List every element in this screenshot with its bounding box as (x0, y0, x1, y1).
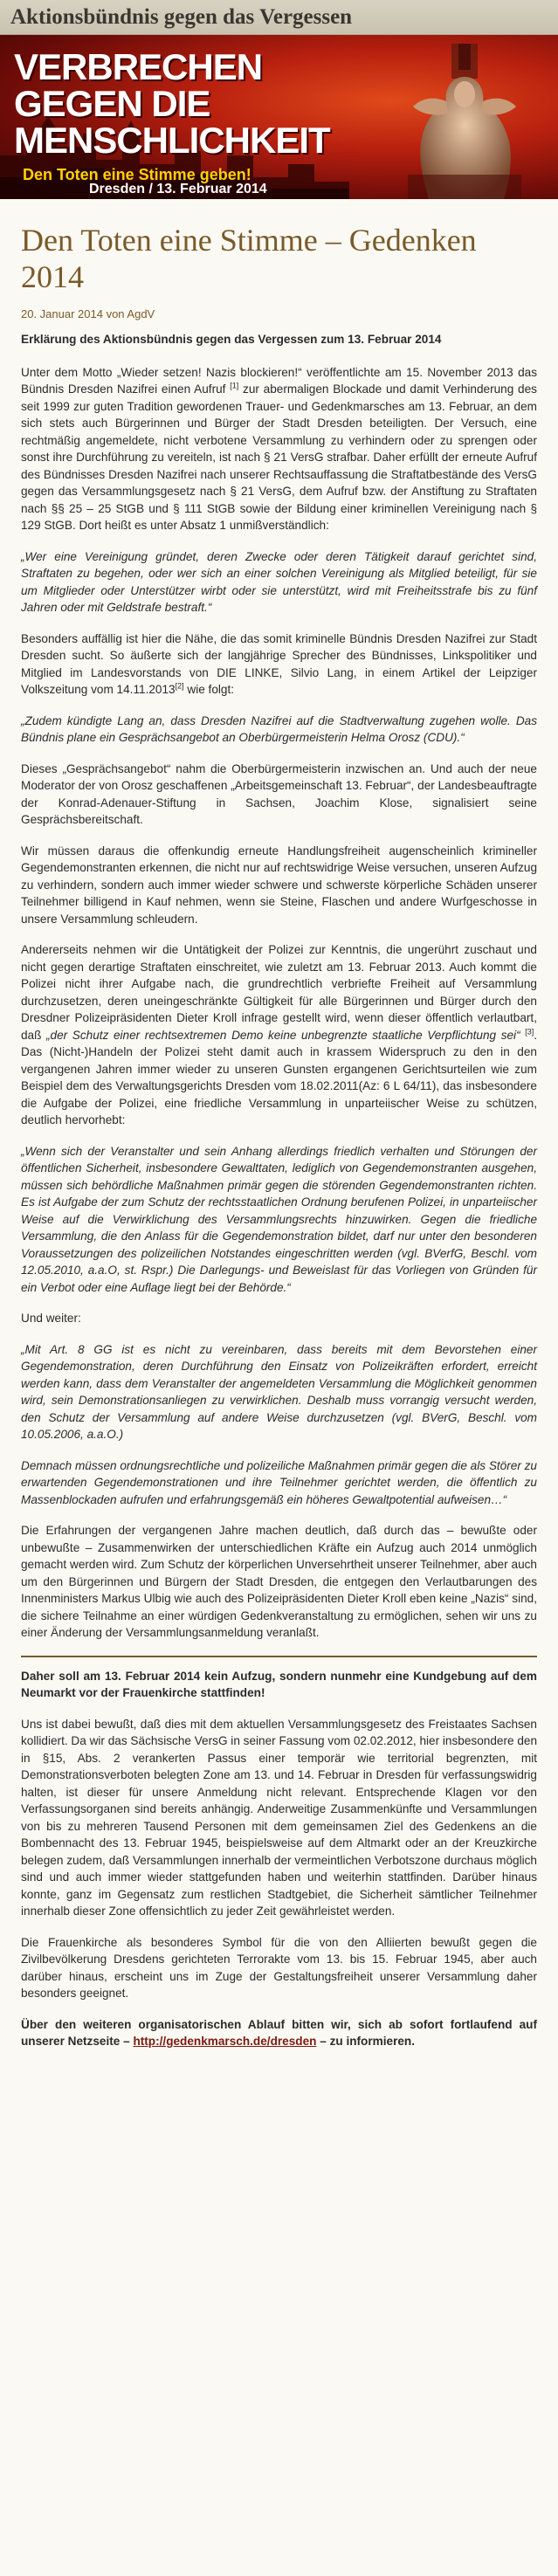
post-content (0, 199, 558, 2082)
paragraph-7: Die Erfahrungen der vergangenen Jahre machen deutlich, daß durch das – bewußte oder unbewußte – Zusammenwirken der unterschiedlichen Kräfte ein Aufzug auch 2014 unmöglich gemacht werden wird. Zum Schutz der körperlichen Unversehrtheit unserer Teilnehmer, aber auch um den Bürgerinnen und Bürgern der Stadt Dresden, die entgegen den Verlautbarungen des Innenministers Markus Ulbig wie auch des Polizeipräsidenten Dieter Kroll eben keine „Nazis“ sind, die sichere Teilnahme an einer würdigen Gedenkveranstaltung zu ermöglichen, sehen wir uns zu einer Änderung der Versammlungsanmeldung veranlaßt. (21, 1524, 537, 1639)
paragraph-8: Uns ist dabei bewußt, daß dies mit dem aktuellen Versammlungsgesetz des Freistaates Sachsen kollidiert. Da wir das Sächsische VersG in seiner Fassung vom 02.02.2012, hier insbesondere den in §15, Abs. 2 verankerten Passus einer temporär wie territorial begrenzten, mit Demonstrationsverboten belegten Zone am 13. und 14. Februar in Dresden für verfassungswidrig halten, ist dieser für unsere Anmeldung nicht relevant. Entsprechende Klagen vor den Verfassungsorganen sind bereits anhängig. Anderweitige Zusammenkünfte und Versammlungen von bis zu mehreren Tausend Personen mit dem gemeinsamen Ziel des Gedenkens an die Bombennacht des 13. Februar 1945, beispielsweise auf dem Altmarkt oder an der Kreuzkirche belegen zudem, daß Versammlungen innerhalb der vermeintlichen Verbotszone durchaus möglich sind und auch immer wieder stattgefunden haben und weiterhin stattfinden. Darüber hinaus konnte, ganz im Gegensatz zum restlichen Stadtgebiet, die Sicherheit sämtlicher Teilnehmer innerhalb dieser Zone offensichtlich zu jeder Zeit gewährleistet werden. (21, 1717, 537, 1918)
statue-illustration (390, 44, 539, 199)
paragraph-9: Die Frauenkirche als besonderes Symbol für die von den Alliierten bewußt gegen die Zivilbevölkerung Dresdens gerichteten Terrorakte vom 13. bis 15. Februar 1945, aber auch darüber hinaus, erscheint uns im Zuge der Gestaltungsfreiheit unserer Versammlung daher besonders geeignet. (21, 1935, 537, 2000)
quote-1: „Wer eine Vereinigung gründet, deren Zwecke oder deren Tätigkeit darauf gerichtet sind, Straftaten zu begehen, oder wer sich an einer solchen Vereinigung als Mitglied beteiligt, für sie um Mitglieder oder Unterstützer wirbt oder sie unterstützt, wird mit Freiheitsstrafe bis zu fünf Jahren oder mit Geldstrafe bestraft.“ (21, 549, 537, 614)
quote-4: „Mit Art. 8 GG ist es nicht zu vereinbaren, dass bereits mit dem Bevorstehen einer Gegendemonstration, deren Durchführung den Einsatz von Polizeikräften erfordert, erreicht werden kann, dass dem Veranstalter der angemeldeten Versammlung die Möglichkeit genommen wird, sein Demonstrationsanliegen zu verwirklichen. Deshalb muss vorrangig versucht werden, den Schutz der Versammlung auf andere Weise durchzusetzen (vgl. BVerG, Beschl. vom 10.05.2006, a.a.O.) (21, 1342, 537, 1441)
banner-headline-line-3: MENSCHLICHKEIT (14, 120, 330, 161)
footnote-3-link[interactable]: [3] (525, 1026, 534, 1036)
paragraph-3: Dieses „Gesprächsangebot“ nahm die Oberbürgermeisterin inzwischen an. Und auch der neue Moderator der von Orosz geschaffenen „Arbeitsgemeinschaft 13. Februar“, der Landesbeauftragte der Konrad-Adenauer-Stiftung in Sachsen, Joachim Klose, signalisiert seine Gesprächsbereitschaft. (21, 761, 537, 826)
post-title: Den Toten eine Stimme – Gedenken 2014 (21, 223, 477, 294)
banner-headline-line-2: GEGEN DIE (14, 83, 210, 124)
gedenkmarsch-link[interactable]: http://gedenkmarsch.de/dresden (133, 2035, 317, 2048)
announcement-block (21, 1656, 537, 1702)
paragraph-2: Besonders auffällig ist hier die Nähe, die das somit kriminelle Bündnis Dresden Nazifrei zur Stadt Dresden sucht. So äußerte sich der langjährige Sprecher des Bündnisses, Linkspolitiker und Mitglied im Landesvorstands von DIE LINKE, Silvio Lang, in einem Artikel der Leipziger Volkszeitung vom 14.11.2013[2] wie folgt: (21, 631, 537, 696)
site-title[interactable]: Aktionsbündnis gegen das Vergessen (10, 4, 353, 29)
post-meta: 20. Januar 2014 von AgdV (21, 307, 155, 320)
closing-paragraph: Über den weiteren organisatorischen Ablauf bitten wir, sich ab sofort fortlaufend auf unserer Netzseite – http://gedenkmarsch.de/dresden – zu informieren. (21, 2017, 537, 2048)
quote-3: „Wenn sich der Veranstalter und sein Anhang allerdings friedlich verhalten und Störungen der öffentlichen Sicherheit, insbesondere Gewalttaten, lediglich von Gegendemonstranten ausgehen, müssen sich behördliche Maßnahmen primär gegen die störenden Gegendemonstranten richten. Es ist Aufgabe der zum Schutz der rechtsstaatlichen Ordnung berufenen Polizei, in unparteiischer Weise auf die Verwirklichung des Versammlungsrechts hinzuwirken. Gegen die friedliche Versammlung, die den Anlass für die Gegendemonstration bildet, darf nur unter den besonderen Voraussetzungen des polizeilichen Notstandes eingeschritten werden (vgl. BVerfG, Beschl. vom 12.05.2010, a.a.O, st. Rspr.) Die Darlegungs- und Beweislast für das Vorliegen von Gründen für ein Verbot oder eine Auflage liegt bei der Behörde.“ (21, 1144, 537, 1294)
paragraph-6: Und weiter: (21, 1312, 81, 1325)
banner-date: Dresden / 13. Februar 2014 (89, 182, 267, 196)
site-header (0, 0, 558, 35)
banner-subtitle: Den Toten eine Stimme geben! (23, 166, 251, 183)
paragraph-1: Unter dem Motto „Wieder setzen! Nazis blockieren!“ veröffentlichte am 15. November 2013 das Bündnis Dresden Nazifrei einen Aufruf [1] zur abermaligen Blockade und damit Verhinderung des seit 1999 zur guten Tradition gewordenen Trauer- und Gedenkmarsches am 13. Februar, an dem sich stets auch Bürgerinnen und Bürger der Stadt Dresden beteiligten. Der Versuch, eine rechtmäßig angemeldete, nicht verbotene Versammlung zu verhindern oder zu sprengen oder sonst ihre Durchführung zu vereiteln, ist nach § 21 VersG strafbar. Daher erfüllt der erneute Aufruf des Bündnisses Dresden Nazifrei nach unserer Rechtsauffassung die Straftatbestände des VersG gegen das Versammlungsgesetz nach § 21 VersG, dem Aufruf bzw. der Anstiftung zu Straftaten nach §§ 25 – 25 StGB und § 111 StGB sowie der Bildung einer kriminellen Vereinigung nach § 129 StGB. Dort heißt es unter Absatz 1 unmißverständlich: (21, 365, 537, 532)
paragraph-5: Andererseits nehmen wir die Untätigkeit der Polizei zur Kenntnis, die ungerührt zuschaut und nicht gegen derartige Straftaten einschreitet, wie zuletzt am 13. Februar 2013. Auch kommt die Polizei nicht ihrer Aufgabe nach, die grundrechtlich verbriefte Freiheit auf Versammlung durchzusetzen, deren uneingeschränkte Gültigkeit für alle Bürgerinnen und Bürger durch den Dresdner Polizeipräsidenten Dieter Kroll infrage gestellt wird, wenn dieser öffentlich verlautbart, daß „der Schutz einer rechtsextremen Demo keine unbegrenzte staatliche Verpflichtung sei“ [3]. Das (Nicht-)Handeln der Polizei steht damit auch in krassem Widerspruch zu den in den vergangenen Jahren immer wieder zu unseren Gunsten ergangenen Gerichtsurteilen wie zum Beispiel dem des Verwaltungsgerichts Dresden vom 18.02.2011(Az: 6 L 64/11), das insbesondere die Aufgabe der Polizei, eine friedliche Versammlung in unparteiischer Weise zu schützen, deutlich hervorhebt: (21, 943, 537, 1126)
footnote-2-link[interactable]: [2] (175, 681, 184, 691)
post-lead: Erklärung des Aktionsbündnis gegen das Vergessen zum 13. Februar 2014 (21, 333, 442, 346)
footnote-1-link[interactable]: [1] (230, 381, 239, 390)
banner-headline-line-1: VERBRECHEN (14, 46, 263, 87)
announcement-text: Daher soll am 13. Februar 2014 kein Aufzug, sondern nunmehr eine Kundgebung auf dem Neumarkt vor der Frauenkirche stattfinden! (21, 1669, 537, 1699)
quote-5: Demnach müssen ordnungsrechtliche und polizeiliche Maßnahmen primär gegen die als Störer zu erwartenden Gegendemonstrationen und ihre Teilnehmer gerichtet werden, die öffentlich zu Massenblockaden aufrufen und erfahrungsgemäß ein höheres Gewaltpotential aufweisen…“ (21, 1458, 537, 1506)
quote-2: „Zudem kündigte Lang an, dass Dresden Nazifrei auf die Stadtverwaltung zugehen wolle. Das Bündnis plane ein Gesprächsangebot an Oberbürgermeisterin Helma Orosz (CDU).“ (21, 713, 537, 744)
banner (0, 35, 558, 199)
paragraph-4: Wir müssen daraus die offenkundig erneute Handlungsfreiheit augenscheinlich krimineller Gegendemonstranten erkennen, die nicht nur auf rechtswidrige Weise versuchen, unseren Aufzug zu verhindern, sondern auch immer wieder schwere und schwerste körperliche Schäden unserer Teilnehmer billigend in Kauf nehmen, wenn sie Steine, Flaschen und andere Wurfgeschosse in unsere Versammlung schleudern. (21, 844, 537, 926)
